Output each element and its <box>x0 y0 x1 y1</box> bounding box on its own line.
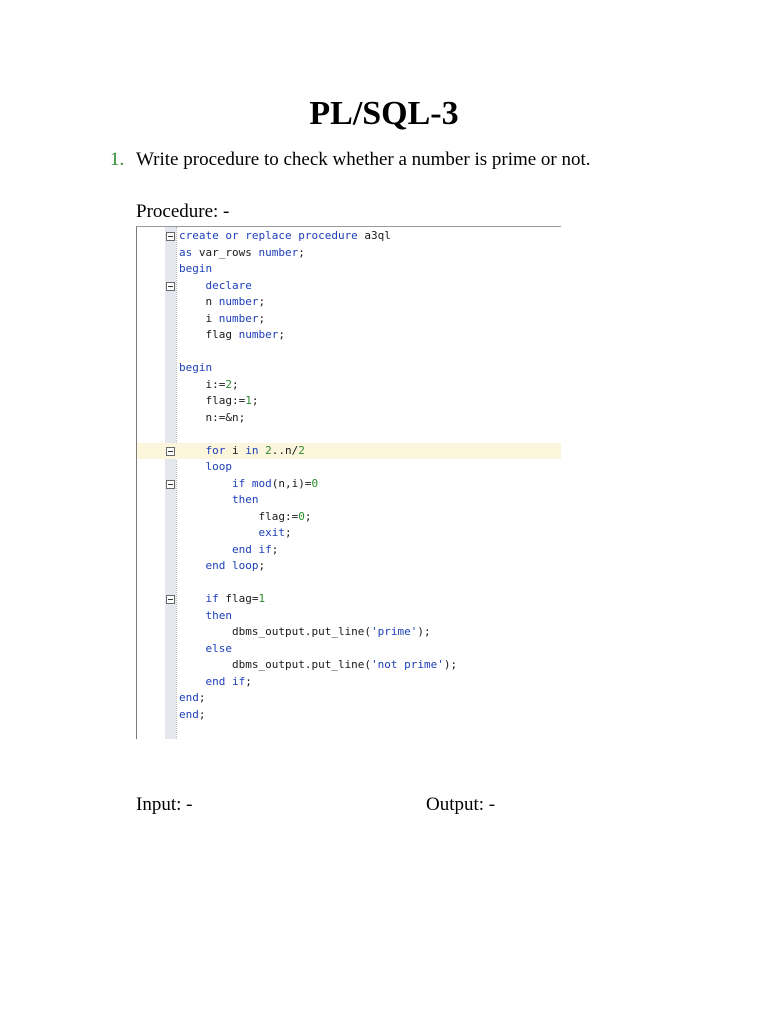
code-token: end <box>179 707 199 721</box>
code-token <box>245 477 252 490</box>
code-line <box>137 459 561 476</box>
code-line <box>137 393 561 410</box>
code-token: if <box>231 476 246 490</box>
input-label: Input: - <box>136 794 193 815</box>
code-token: then <box>231 493 259 506</box>
code-token: ; <box>298 245 305 259</box>
code-token <box>179 642 206 655</box>
code-token: 2 <box>265 443 272 457</box>
collapse-icon[interactable] <box>166 447 175 456</box>
code-token: mod <box>251 476 272 490</box>
code-line <box>137 542 561 559</box>
code-token <box>179 675 206 688</box>
code-token: ; <box>304 509 312 523</box>
code-token: if <box>205 592 219 605</box>
code-text <box>179 459 232 476</box>
code-line <box>137 575 561 592</box>
code-screenshot <box>136 226 561 739</box>
code-line <box>137 690 561 707</box>
code-token: ); <box>417 625 431 638</box>
code-text <box>179 311 265 328</box>
collapse-icon[interactable] <box>166 480 175 489</box>
code-text <box>179 690 206 707</box>
code-token <box>179 477 232 490</box>
code-line <box>137 624 561 641</box>
code-token: flag:= <box>179 394 246 407</box>
code-text <box>179 393 258 410</box>
code-line <box>137 476 561 493</box>
code-line <box>137 608 561 625</box>
code-token: 0 <box>311 476 319 490</box>
code-token: 1 <box>245 394 252 407</box>
code-token: end if <box>231 542 272 556</box>
code-block <box>137 228 561 723</box>
code-token: flag <box>179 328 239 341</box>
code-line <box>137 707 561 724</box>
code-token: a3ql <box>357 229 391 242</box>
code-text <box>179 377 239 394</box>
code-text <box>179 294 265 311</box>
code-text <box>179 443 305 460</box>
code-token: end if <box>205 674 246 688</box>
code-line <box>137 261 561 278</box>
code-token: ); <box>443 658 458 671</box>
code-line <box>137 509 561 526</box>
code-token: number <box>258 245 299 259</box>
code-text <box>179 525 292 542</box>
collapse-icon[interactable] <box>166 282 175 291</box>
code-text <box>179 410 245 427</box>
code-text <box>179 327 285 344</box>
code-token: begin <box>179 262 213 275</box>
output-label: Output: - <box>426 794 496 815</box>
code-token: ; <box>258 559 266 572</box>
code-line <box>137 294 561 311</box>
code-token: var_rows <box>192 245 259 259</box>
code-line <box>137 311 561 328</box>
code-line <box>137 278 561 295</box>
code-token <box>179 543 232 556</box>
code-text <box>179 492 258 509</box>
code-token: declare <box>205 278 252 292</box>
code-token: ; <box>245 674 252 688</box>
code-line <box>137 344 561 361</box>
code-token: 0 <box>298 509 305 523</box>
code-text <box>179 228 391 245</box>
code-token: flag= <box>218 592 259 605</box>
code-line <box>137 245 561 262</box>
code-line <box>137 426 561 443</box>
code-line <box>137 410 561 427</box>
code-text <box>179 657 457 674</box>
code-line <box>137 674 561 691</box>
code-token <box>179 526 258 539</box>
code-token: ; <box>271 542 279 556</box>
collapse-icon[interactable] <box>166 595 175 604</box>
code-token: as <box>179 245 193 259</box>
code-line <box>137 377 561 394</box>
code-text <box>179 261 212 278</box>
code-token: then <box>205 608 232 622</box>
code-text <box>179 591 265 608</box>
code-line <box>137 492 561 509</box>
code-token <box>179 444 206 457</box>
code-line <box>137 525 561 542</box>
code-line <box>137 558 561 575</box>
code-token: else <box>205 641 232 655</box>
code-token: (n,i)= <box>271 476 312 490</box>
page-title: PL/SQL-3 <box>309 95 459 132</box>
code-text <box>179 278 252 295</box>
code-text <box>179 476 318 493</box>
code-text <box>179 624 431 641</box>
code-token: ; <box>278 328 285 341</box>
code-line <box>137 641 561 658</box>
code-token: dbms_output.put_line( <box>179 625 372 638</box>
code-token: 2 <box>298 443 305 457</box>
code-token <box>179 559 206 572</box>
code-token: begin <box>179 361 213 374</box>
code-token: i <box>225 443 246 457</box>
code-token: 'not prime' <box>371 658 444 671</box>
code-token: exit <box>258 526 285 539</box>
code-line <box>137 443 561 460</box>
code-token: in <box>245 443 259 457</box>
code-token: loop <box>205 460 232 473</box>
code-text <box>179 641 232 658</box>
code-text <box>179 674 252 691</box>
code-text <box>179 542 278 559</box>
code-token: ; <box>231 377 239 391</box>
code-token: n <box>179 295 219 308</box>
code-token: 'prime' <box>371 625 418 638</box>
collapse-icon[interactable] <box>166 232 175 241</box>
question-item <box>110 148 591 172</box>
code-token: ; <box>198 691 206 704</box>
code-token: number <box>238 328 279 341</box>
code-token: ; <box>251 394 259 407</box>
question-number: 1. <box>110 149 125 170</box>
code-token: 2 <box>225 377 232 391</box>
code-line <box>137 360 561 377</box>
question-text: Write procedure to check whether a number is prime or not. <box>136 149 591 170</box>
code-token: dbms_output.put_line( <box>179 658 372 671</box>
code-token: ; <box>284 526 292 539</box>
code-token <box>179 460 206 473</box>
code-token <box>179 279 206 292</box>
code-token <box>179 592 206 605</box>
code-token: i <box>179 311 219 325</box>
code-line <box>137 327 561 344</box>
code-token: end <box>179 691 199 704</box>
code-token: number <box>218 295 259 308</box>
code-line <box>137 657 561 674</box>
code-line <box>137 228 561 245</box>
code-token: flag:= <box>179 509 299 523</box>
code-token: create or replace procedure <box>179 229 358 242</box>
code-text <box>179 509 311 526</box>
code-token: ; <box>258 311 266 325</box>
code-token: for <box>205 443 226 457</box>
code-text <box>179 360 212 377</box>
code-token: n:=&n; <box>179 410 246 424</box>
code-token: end loop <box>205 559 259 572</box>
code-token: ; <box>258 295 266 308</box>
procedure-label: Procedure: - <box>136 201 230 222</box>
code-token: i:= <box>179 377 226 391</box>
code-token: number <box>218 311 259 325</box>
code-token <box>179 609 206 622</box>
code-line <box>137 591 561 608</box>
code-text <box>179 608 232 625</box>
code-text <box>179 558 265 575</box>
code-token: ..n/ <box>271 443 299 457</box>
code-token: ; <box>198 707 206 721</box>
code-text <box>179 707 206 724</box>
code-token <box>179 493 232 506</box>
code-text <box>179 245 305 262</box>
code-token: 1 <box>258 592 266 605</box>
